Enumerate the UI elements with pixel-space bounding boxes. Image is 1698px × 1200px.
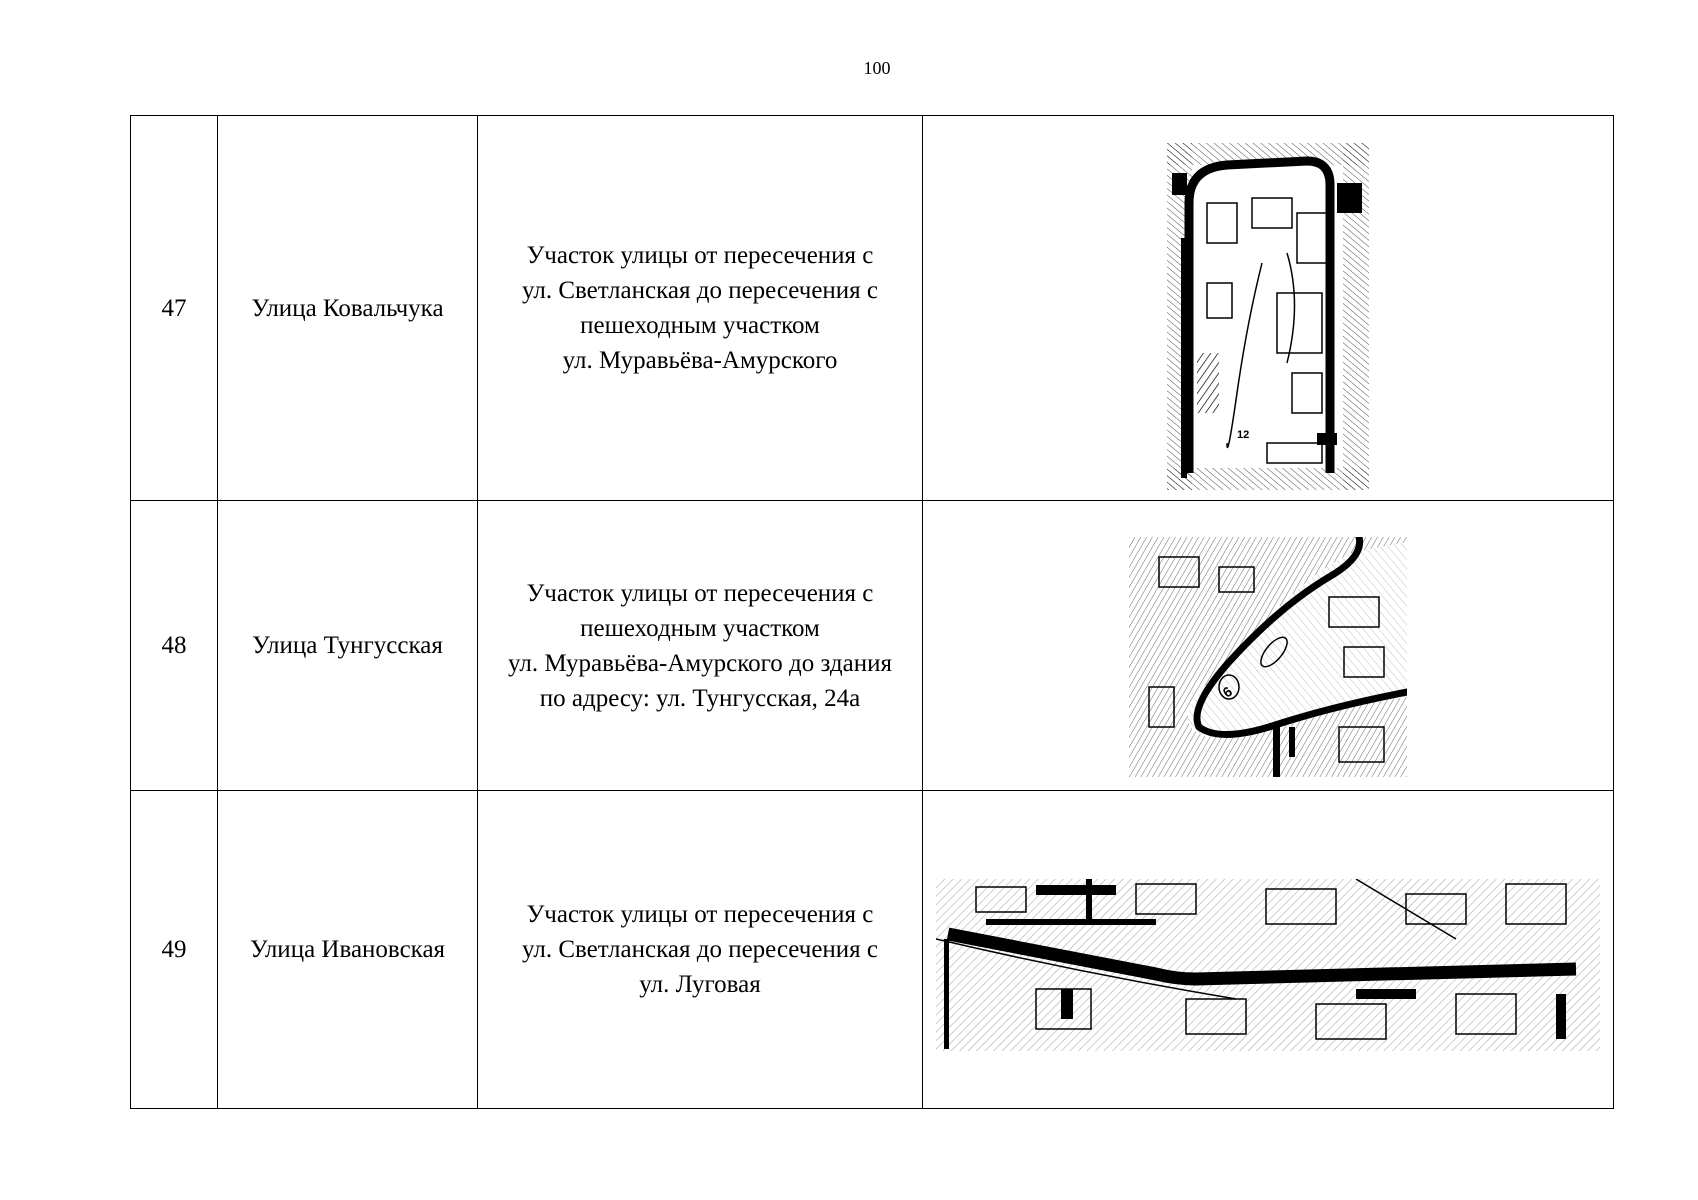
street-section-description bbox=[478, 116, 923, 501]
street-name: Улица Ковальчука bbox=[218, 116, 478, 501]
row-number: 48 bbox=[131, 501, 218, 791]
description-line: по адресу: ул. Тунгусская, 24а bbox=[539, 684, 861, 712]
streets-table bbox=[130, 115, 1614, 1109]
street-section-description bbox=[478, 791, 923, 1109]
description-line: ул. Светланская до пересечения с bbox=[521, 936, 879, 963]
table-row bbox=[131, 116, 1614, 501]
street-map-tungusskaya bbox=[1129, 537, 1407, 777]
street-map-kovalchuka bbox=[1167, 143, 1369, 490]
table-row bbox=[131, 501, 1614, 791]
description-line: Участок улицы от пересечения с bbox=[526, 242, 874, 269]
map-building-label: 12 bbox=[1237, 428, 1250, 441]
row-number: 47 bbox=[131, 116, 218, 501]
street-name: Улица Ивановская bbox=[218, 791, 478, 1109]
description-line: Участок улицы от пересечения с bbox=[526, 901, 874, 928]
map-cell bbox=[923, 791, 1614, 1109]
map-cell bbox=[923, 501, 1614, 791]
description-line: Участок улицы от пересечения с bbox=[526, 579, 874, 607]
map-cell bbox=[923, 116, 1614, 501]
page-number: 100 bbox=[863, 58, 891, 78]
street-section-description bbox=[478, 501, 923, 791]
description-line: ул. Луговая bbox=[639, 971, 761, 998]
description-line: ул. Светланская до пересечения с bbox=[521, 277, 879, 304]
description-line: ул. Муравьёва-Амурского до здания bbox=[508, 649, 892, 677]
description-line: пешеходным участком bbox=[580, 312, 820, 339]
table-row bbox=[131, 791, 1614, 1109]
svg-text:6: 6 bbox=[1219, 682, 1236, 701]
description-line: пешеходным участком bbox=[580, 614, 820, 642]
street-name: Улица Тунгусская bbox=[218, 501, 478, 791]
row-number: 49 bbox=[131, 791, 218, 1109]
street-map-ivanovskaya bbox=[936, 879, 1600, 1051]
description-line: ул. Муравьёва-Амурского bbox=[562, 347, 838, 374]
